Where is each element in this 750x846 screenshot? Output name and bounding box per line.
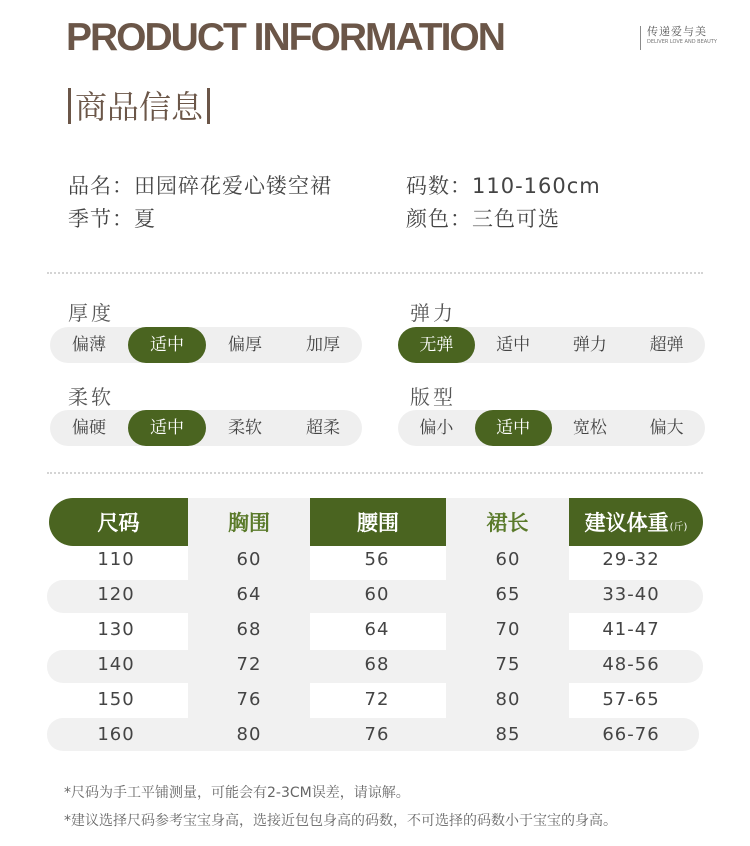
table-cell: 68 xyxy=(364,654,390,675)
table-cell: 160 xyxy=(97,724,135,745)
title-bar-left xyxy=(68,88,71,124)
attr-title-thickness: 厚度 xyxy=(68,301,114,325)
table-cell: 70 xyxy=(495,619,521,640)
table-cell: 64 xyxy=(236,584,262,605)
table-cell: 29-32 xyxy=(602,549,660,570)
attr-option: 偏厚 xyxy=(228,335,262,355)
table-cell: 60 xyxy=(236,549,262,570)
attr-thickness-scale xyxy=(50,327,362,363)
note-measurement: *尺码为手工平铺测量，可能会有2-3CM误差，请谅解。 xyxy=(64,785,410,801)
info-name: 品名：田园碎花爱心镂空裙 xyxy=(68,174,332,198)
table-cell: 85 xyxy=(495,724,521,745)
divider xyxy=(47,472,703,474)
attr-option: 柔软 xyxy=(228,418,262,438)
info-season: 季节：夏 xyxy=(68,207,156,231)
attr-option-selected: 适中 xyxy=(128,327,206,363)
table-cell: 130 xyxy=(97,619,135,640)
table-cell: 76 xyxy=(236,689,262,710)
attr-option: 偏小 xyxy=(419,418,454,438)
table-header-length: 裙长 xyxy=(486,511,529,535)
table-cell: 65 xyxy=(495,584,521,605)
attr-option-selected: 适中 xyxy=(128,410,206,446)
attr-option: 加厚 xyxy=(306,335,340,355)
attr-option: 适中 xyxy=(496,335,531,355)
table-cell: 120 xyxy=(97,584,135,605)
brand-chinese: 传递爱与美 xyxy=(647,25,707,38)
table-cell: 80 xyxy=(236,724,262,745)
table-cell: 140 xyxy=(97,654,135,675)
note-size-advice: *建议选择尺码参考宝宝身高，选接近包包身高的码数，不可选择的码数小于宝宝的身高。 xyxy=(64,813,617,829)
weight-unit: (斤) xyxy=(669,521,688,533)
table-cell: 72 xyxy=(364,689,390,710)
table-cell: 68 xyxy=(236,619,262,640)
attr-option: 宽松 xyxy=(572,418,607,438)
table-header-waist: 腰围 xyxy=(310,498,446,546)
attr-option-selected: 无弹 xyxy=(398,327,475,363)
info-size-range: 码数：110-160cm xyxy=(406,174,601,198)
table-cell: 75 xyxy=(495,654,521,675)
attr-option: 偏大 xyxy=(649,418,684,438)
title-english: PRODUCT INFORMATION xyxy=(66,16,504,59)
table-cell: 150 xyxy=(97,689,135,710)
attr-option-selected: 适中 xyxy=(475,410,552,446)
attr-elasticity-scale xyxy=(398,327,705,363)
table-cell: 48-56 xyxy=(602,654,660,675)
table-cell: 41-47 xyxy=(602,619,660,640)
table-cell: 66-76 xyxy=(602,724,660,745)
title-chinese-wrapper xyxy=(64,82,214,128)
table-cell: 80 xyxy=(495,689,521,710)
attr-title-softness: 柔软 xyxy=(68,385,114,409)
table-cell: 64 xyxy=(364,619,390,640)
table-header-chest: 胸围 xyxy=(228,511,270,535)
attr-option: 超弹 xyxy=(649,335,684,355)
info-color: 颜色：三色可选 xyxy=(406,207,560,231)
attr-option: 偏硬 xyxy=(72,418,106,438)
attr-title-fit: 版型 xyxy=(410,385,456,409)
title-bar-right xyxy=(207,88,210,124)
table-cell: 60 xyxy=(495,549,521,570)
attr-option: 偏薄 xyxy=(72,335,106,355)
table-header-weight: 建议体重 (斤) xyxy=(569,498,703,546)
table-cell: 76 xyxy=(364,724,390,745)
table-cell: 57-65 xyxy=(602,689,660,710)
attr-softness-scale xyxy=(50,410,362,446)
attr-option: 弹力 xyxy=(572,335,607,355)
table-cell: 110 xyxy=(97,549,135,570)
title-chinese: 商品信息 xyxy=(75,88,204,126)
table-header-size: 尺码 xyxy=(49,498,188,546)
brand-english: DELIVER LOVE AND BEAUTY xyxy=(647,39,717,45)
divider xyxy=(47,272,703,274)
table-cell: 60 xyxy=(364,584,390,605)
attr-fit-scale xyxy=(398,410,705,446)
table-cell: 72 xyxy=(236,654,262,675)
attr-title-elasticity: 弹力 xyxy=(410,301,456,325)
table-cell: 56 xyxy=(364,549,390,570)
table-cell: 33-40 xyxy=(602,584,660,605)
brand-logo xyxy=(640,26,717,50)
attr-option: 超柔 xyxy=(306,418,340,438)
